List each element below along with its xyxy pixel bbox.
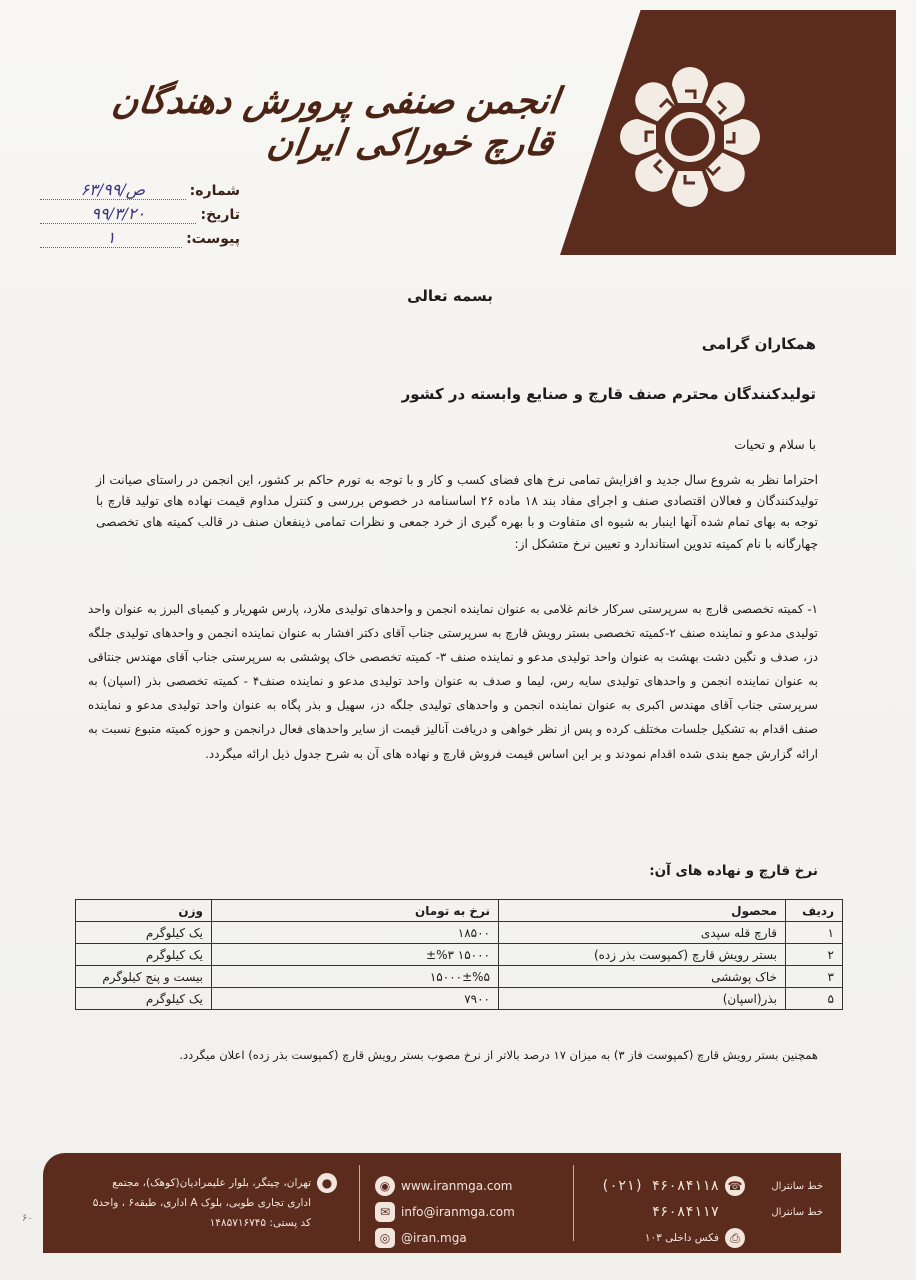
header-rate: نرخ به تومان xyxy=(212,900,499,922)
email-row xyxy=(369,1199,569,1225)
committees-paragraph: ۱- کمیته تخصصی قارچ به سرپرستی سرکار خانم غلامی به عنوان نماینده انجمن و واحدهای تولیدی ملارد، پارس شهریار و کیمیای البرز به عنوان واحد تولیدی مدعو و نماینده صنف ۲-کمیته تخصصی بستر رویش قارچ به سرپرستی جناب آقای دکتر افشار به عنوان نماینده انجمن و واحدهای تولیدی جلگه دز، صدف و نگین دشت بهشت به عنوان واحد تولیدی مدعو و نماینده صنف ۳- کمیته تخصصی خاک پوششی به سرپرستی جناب آقای مهندس جنتاقی به عنوان نماینده انجمن و واحدهای تولیدی سایه رس، لیما و صدف به عنوان واحد تولیدی مدعو و نماینده صنف۴ - کمیته تخصصی بذر (اسپان) به سرپرستی جناب آقای مهندس اکبری به عنوان نماینده انجمن و واحدهای تولیدی جلگه دز، سهیل و بذر پگاه به عنوان واحد تولیدی مدعو و نماینده صنف اقدام به تشکیل جلسات مختلف کرده و پس از نظر خواهی و دریافت آنالیز قیمت از سایر واحدهای فعال درانجمن و حوزه کمیته متبوع نسبت به ارائه گزارش جمع بندی شده اقدام نمودند و بر این اساس قیمت فروش قارچ و نهاده های آن به شرح جدول ذیل ارائه میگردد. xyxy=(88,602,818,761)
instagram-link[interactable]: @iran.mga xyxy=(401,1231,467,1245)
row-index: ۳ xyxy=(786,966,843,988)
letter-attachment-row xyxy=(40,228,240,252)
salutation-colleagues: همکاران گرامی xyxy=(701,335,816,353)
globe-icon: ◉ xyxy=(375,1176,395,1196)
table-row xyxy=(76,944,843,966)
attachment-value: ۱ xyxy=(40,228,182,248)
footnote: همچنین بستر رویش قارچ (کمپوست فاز ۳) به میزان ۱۷ درصد بالاتر از نرخ مصوب بستر رویش قارچ (کمپوست بذر زده) اعلان میگردد. xyxy=(179,1048,818,1062)
phone-label-2: خط سانترال xyxy=(771,1206,823,1218)
header-product: محصول xyxy=(499,900,786,922)
address-line-2: اداری تجاری طوبی، بلوک A اداری، طبقه۶ ، واحد۵ xyxy=(92,1197,311,1209)
footer-divider xyxy=(359,1165,360,1241)
letter-number-row xyxy=(40,180,240,204)
email-icon: ✉ xyxy=(375,1202,395,1222)
rates-table xyxy=(75,899,843,1010)
row-rate: ۱۸۵۰۰ xyxy=(212,922,499,944)
header-index: ردیف xyxy=(786,900,843,922)
table-header-row xyxy=(76,900,843,922)
row-rate: ۱۵۰۰۰±%۵ xyxy=(212,966,499,988)
row-rate: ۱۵۰۰۰ ±%۳ xyxy=(212,944,499,966)
email-link[interactable]: info@iranmga.com xyxy=(401,1205,515,1219)
number-label: شماره: xyxy=(189,183,240,199)
basmala-heading: بسمه تعالی xyxy=(407,287,493,305)
fax-extension: فکس داخلی ۱۰۳ xyxy=(644,1232,719,1244)
table-row xyxy=(76,988,843,1010)
salutation-producers: تولیدکنندگان محترم صنف قارچ و صنایع وابسته در کشور xyxy=(401,385,816,403)
website-link[interactable]: www.iranmga.com xyxy=(401,1179,513,1193)
row-product: بذر(اسپان) xyxy=(499,988,786,1010)
mushroom-emblem-icon xyxy=(600,52,780,222)
phone-row-2 xyxy=(583,1199,823,1225)
row-index: ۵ xyxy=(786,988,843,1010)
number-value: ۶۳/ص/۹۹ xyxy=(40,180,186,200)
table-row xyxy=(76,922,843,944)
row-product: بستر رویش قارچ (کمپوست بذر زده) xyxy=(499,944,786,966)
row-index: ۱ xyxy=(786,922,843,944)
instagram-icon: ◎ xyxy=(375,1228,395,1248)
letter-date-row xyxy=(40,204,240,228)
fax-row xyxy=(583,1225,823,1251)
instagram-row xyxy=(369,1225,569,1251)
page-number: ۶۰ xyxy=(22,1213,33,1224)
row-rate: ۷۹۰۰ xyxy=(212,988,499,1010)
footer-address xyxy=(73,1173,343,1233)
location-pin-icon: ● xyxy=(317,1173,337,1193)
website-row xyxy=(369,1173,569,1199)
footer-phones xyxy=(583,1173,823,1251)
table-row xyxy=(76,966,843,988)
address-line-1: تهران، چیتگر، بلوار علیمرادیان(کوهک)، مجتمع xyxy=(112,1177,311,1189)
row-weight: بیست و پنج کیلوگرم xyxy=(76,966,212,988)
phone-number-1[interactable]: (۰۲۱) ۴۶۰۸۴۱۱۸ xyxy=(600,1178,719,1194)
footer-online xyxy=(369,1173,569,1251)
table-title: نرخ قارچ و نهاده های آن: xyxy=(649,863,818,879)
row-weight: یک کیلوگرم xyxy=(76,988,212,1010)
phone-icon: ☎ xyxy=(725,1176,745,1196)
organization-name: انجمن صنفی پرورش دهندگان قارچ خوراکی ایران xyxy=(109,80,562,164)
footer-divider xyxy=(573,1165,574,1241)
phone-number-2[interactable]: ۴۶۰۸۴۱۱۷ xyxy=(651,1204,719,1220)
fax-icon: ⎙ xyxy=(725,1228,745,1248)
row-weight: یک کیلوگرم xyxy=(76,944,212,966)
intro-paragraph: احتراما نظر به شروع سال جدید و افزایش تمامی نرخ های فضای کسب و کار و با توجه به تورم حاکم بر کشور، این انجمن در راستای صیانت از تولیدکنندگان و فعالان اقتصادی صنف و اجرای مفاد بند ۱۸ ماده ۲۶ اساسنامه در خصوص بررسی و کنترل مداوم قیمت نهاده های تولید قارچ با توجه به بهای تمام شده آنها اینبار به شیوه ای متفاوت و با بهره گیری از خرد جمعی و نظرات تمامی ذینفعان صنف در قالب کمیته های تخصصی چهارگانه با نام کمیته تدوین استاندارد و تعیین نرخ متشکل از: xyxy=(96,473,818,551)
phone-row-1 xyxy=(583,1173,823,1199)
row-product: خاک پوششی xyxy=(499,966,786,988)
date-label: تاریخ: xyxy=(200,207,240,223)
row-weight: یک کیلوگرم xyxy=(76,922,212,944)
greeting: با سلام و تحیات xyxy=(734,437,816,452)
attachment-label: پیوست: xyxy=(186,231,240,247)
date-value: ۹۹/۳/۲۰ xyxy=(40,204,196,224)
row-index: ۲ xyxy=(786,944,843,966)
letter-meta xyxy=(40,180,240,252)
postal-code: کد پستی: ۱۴۸۵۷۱۶۷۴۵ xyxy=(209,1217,311,1229)
letter-footer xyxy=(43,1153,841,1253)
phone-label-1: خط سانترال xyxy=(771,1180,823,1192)
row-product: قارچ قله سپدی xyxy=(499,922,786,944)
header-weight: وزن xyxy=(76,900,212,922)
